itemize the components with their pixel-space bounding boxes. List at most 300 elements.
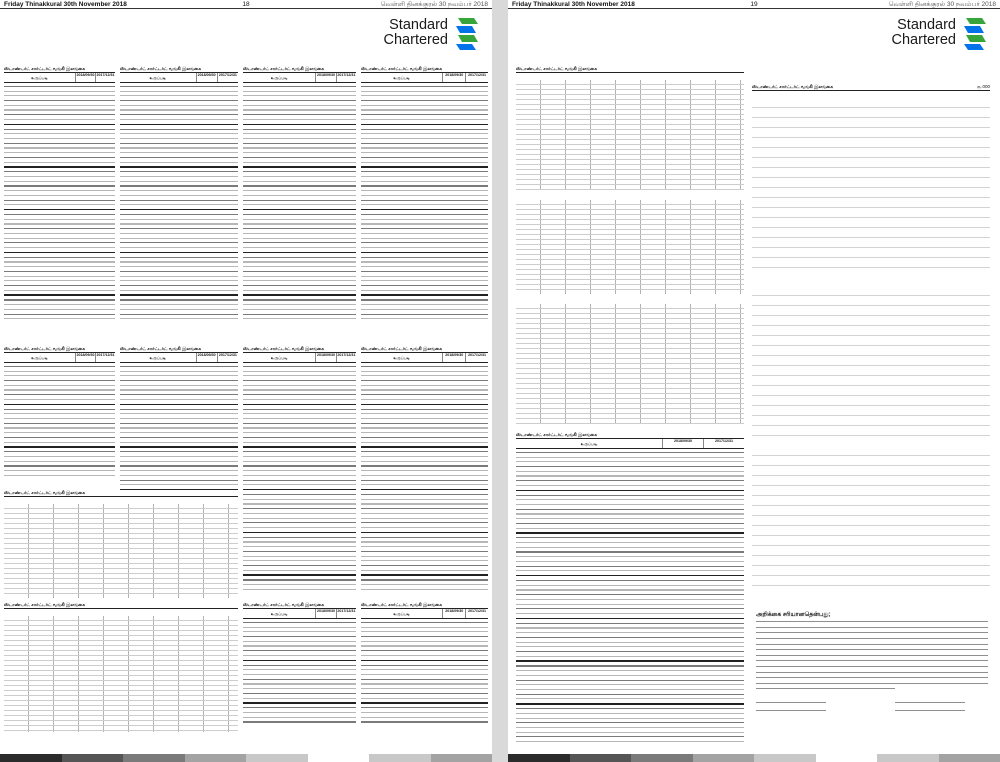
table-row bbox=[4, 209, 115, 211]
table-row bbox=[120, 394, 238, 395]
table-row bbox=[120, 143, 238, 144]
table-row bbox=[243, 294, 356, 296]
color-swatch bbox=[877, 754, 939, 762]
table-row bbox=[243, 147, 356, 148]
table-row bbox=[4, 91, 115, 92]
block-title: ஸ்டாண்டர்ட் சார்ட்டர்ட் வங்கி இலங்கை bbox=[516, 432, 598, 437]
table-row bbox=[243, 190, 356, 191]
table-row bbox=[120, 171, 238, 172]
col-prior: 2017/12/31 bbox=[95, 353, 115, 362]
table-row bbox=[361, 252, 488, 254]
table-row bbox=[4, 399, 115, 400]
table-row bbox=[243, 138, 356, 139]
table-row bbox=[243, 432, 356, 433]
statement-rows bbox=[4, 86, 115, 323]
col-current: 2018/09/30 bbox=[75, 353, 95, 362]
table-row bbox=[120, 129, 238, 130]
table-row bbox=[243, 95, 356, 96]
table-row bbox=[243, 257, 356, 258]
table-row bbox=[243, 418, 356, 419]
table-row bbox=[516, 608, 744, 609]
maturity-grid bbox=[516, 80, 744, 190]
table-row bbox=[361, 717, 488, 718]
table-row bbox=[361, 157, 488, 158]
equity-changes-table bbox=[4, 490, 238, 598]
block-title: ஸ்டாண்டர்ட் சார்ட்டர்ட் வங்கி இலங்கை bbox=[361, 66, 443, 71]
table-row bbox=[243, 271, 356, 272]
col-prior: 2017/12/31 bbox=[336, 609, 356, 618]
table-row bbox=[516, 660, 744, 662]
table-row bbox=[4, 223, 115, 224]
table-row bbox=[361, 294, 488, 296]
table-row bbox=[4, 318, 115, 319]
table-row bbox=[4, 105, 115, 106]
table-row bbox=[243, 105, 356, 106]
table-row bbox=[243, 228, 356, 229]
table-row bbox=[4, 389, 115, 390]
table-row bbox=[243, 261, 356, 262]
table-row bbox=[120, 409, 238, 410]
table-row bbox=[4, 109, 115, 110]
table-row bbox=[361, 309, 488, 310]
table-row bbox=[243, 702, 356, 704]
table-row bbox=[4, 100, 115, 101]
table-row bbox=[120, 371, 238, 372]
table-row bbox=[243, 655, 356, 656]
table-row bbox=[243, 683, 356, 684]
header-date-english: Friday Thinakkural 30th November 2018 bbox=[512, 1, 635, 8]
table-row bbox=[516, 599, 744, 600]
table-row bbox=[243, 636, 356, 637]
table-row bbox=[243, 503, 356, 504]
table-row bbox=[516, 547, 744, 548]
table-row bbox=[361, 86, 488, 87]
table-row bbox=[243, 508, 356, 509]
col-current: 2018/09/30 bbox=[442, 609, 465, 618]
color-swatch bbox=[816, 754, 878, 762]
table-row bbox=[243, 247, 356, 248]
table-row bbox=[120, 223, 238, 224]
table-row bbox=[516, 675, 744, 676]
table-row bbox=[120, 432, 238, 433]
table-row bbox=[120, 100, 238, 101]
table-row bbox=[243, 413, 356, 414]
table-row bbox=[120, 446, 238, 448]
table-row bbox=[4, 427, 115, 428]
col-prior: 2017/12/31 bbox=[336, 353, 356, 362]
table-row bbox=[516, 698, 744, 699]
table-row bbox=[120, 461, 238, 462]
table-row bbox=[243, 698, 356, 699]
table-row bbox=[4, 290, 115, 291]
table-row bbox=[243, 366, 356, 367]
table-row bbox=[361, 446, 488, 448]
table-row bbox=[120, 399, 238, 400]
table-row bbox=[361, 698, 488, 699]
table-row bbox=[243, 399, 356, 400]
table-row bbox=[361, 631, 488, 632]
table-row bbox=[361, 162, 488, 163]
table-row bbox=[516, 627, 744, 628]
col-current: 2018/09/30 bbox=[662, 439, 703, 448]
block-title: ஸ்டாண்டர்ட் சார்ட்டர்ட் வங்கி இலங்கை bbox=[361, 602, 443, 607]
page-number: 18 bbox=[242, 1, 250, 8]
table-row bbox=[4, 375, 115, 376]
color-swatch bbox=[0, 754, 62, 762]
color-swatch bbox=[123, 754, 185, 762]
table-row bbox=[4, 366, 115, 367]
statement-rows bbox=[361, 86, 488, 323]
table-row bbox=[4, 380, 115, 381]
table-row bbox=[361, 622, 488, 623]
table-row bbox=[361, 176, 488, 177]
col-description: உருப்படி bbox=[393, 75, 410, 80]
table-row bbox=[243, 223, 356, 224]
table-row bbox=[361, 238, 488, 239]
statement-block-1 bbox=[4, 66, 115, 324]
table-row bbox=[516, 670, 744, 671]
table-row bbox=[120, 318, 238, 319]
table-row bbox=[361, 541, 488, 542]
table-row bbox=[243, 456, 356, 457]
table-row bbox=[516, 727, 744, 728]
table-row bbox=[361, 261, 488, 262]
table-row bbox=[516, 523, 744, 524]
brand-name-line2: Chartered bbox=[383, 32, 448, 48]
col-current: 2018/09/30 bbox=[315, 73, 335, 82]
color-swatch bbox=[246, 754, 308, 762]
table-row bbox=[361, 228, 488, 229]
table-row bbox=[120, 380, 238, 381]
table-row bbox=[243, 560, 356, 561]
table-row bbox=[516, 708, 744, 709]
col-description: உருப்படி bbox=[149, 75, 166, 80]
col-description: உருப்படி bbox=[393, 355, 410, 360]
table-row bbox=[243, 109, 356, 110]
table-row bbox=[361, 214, 488, 215]
table-row bbox=[4, 451, 115, 452]
table-row bbox=[361, 546, 488, 547]
table-row bbox=[243, 176, 356, 177]
table-row bbox=[4, 166, 115, 168]
table-row bbox=[516, 694, 744, 695]
col-description: உருப்படி bbox=[31, 355, 48, 360]
table-row bbox=[516, 561, 744, 562]
table-row bbox=[243, 513, 356, 514]
col-description: உருப்படி bbox=[580, 441, 598, 446]
table-row bbox=[361, 707, 488, 708]
table-row bbox=[243, 166, 356, 168]
left-newspaper-page bbox=[0, 0, 492, 762]
table-row bbox=[243, 280, 356, 281]
table-row bbox=[361, 494, 488, 495]
statement-block-4 bbox=[361, 66, 488, 324]
table-row bbox=[120, 304, 238, 305]
table-row bbox=[243, 627, 356, 628]
col-description: உருப்படி bbox=[270, 355, 288, 360]
table-row bbox=[4, 176, 115, 177]
certification-notes bbox=[756, 612, 988, 718]
page-gutter bbox=[492, 0, 508, 762]
table-row bbox=[361, 399, 488, 400]
right-newspaper-page bbox=[508, 0, 1000, 762]
table-row bbox=[120, 114, 238, 115]
col-description: உருப்படி bbox=[31, 75, 48, 80]
table-row bbox=[243, 461, 356, 462]
table-row bbox=[361, 636, 488, 637]
table-row bbox=[361, 503, 488, 504]
table-row bbox=[516, 713, 744, 714]
table-row bbox=[120, 147, 238, 148]
statement-rows bbox=[243, 366, 356, 594]
table-row bbox=[361, 223, 488, 224]
table-row bbox=[243, 423, 356, 424]
table-row bbox=[361, 318, 488, 319]
table-row bbox=[243, 129, 356, 130]
table-row bbox=[516, 471, 744, 472]
table-row bbox=[516, 637, 744, 638]
table-row bbox=[243, 674, 356, 675]
table-row bbox=[120, 162, 238, 163]
maturity-table-3 bbox=[516, 300, 744, 424]
table-row bbox=[516, 665, 744, 666]
table-row bbox=[120, 133, 238, 134]
table-row bbox=[516, 480, 744, 481]
table-row bbox=[361, 551, 488, 552]
table-row bbox=[243, 385, 356, 386]
table-row bbox=[361, 247, 488, 248]
table-row bbox=[120, 152, 238, 153]
table-row bbox=[243, 266, 356, 267]
table-row bbox=[361, 470, 488, 471]
table-row bbox=[4, 143, 115, 144]
table-row bbox=[243, 375, 356, 376]
table-row bbox=[243, 389, 356, 390]
table-row bbox=[361, 721, 488, 722]
table-row bbox=[361, 508, 488, 509]
table-row bbox=[120, 470, 238, 471]
table-row bbox=[243, 717, 356, 718]
table-row bbox=[361, 209, 488, 211]
table-row bbox=[120, 214, 238, 215]
table-row bbox=[516, 509, 744, 510]
block-title: ஸ்டாண்டர்ட் சார்ட்டர்ட் வங்கி இலங்கை bbox=[516, 66, 598, 71]
table-row bbox=[4, 257, 115, 258]
table-row bbox=[361, 688, 488, 689]
col-current: 2018/09/30 bbox=[196, 353, 217, 362]
table-row bbox=[516, 594, 744, 595]
table-row bbox=[361, 166, 488, 168]
table-row bbox=[243, 299, 356, 300]
table-row bbox=[361, 655, 488, 656]
table-row bbox=[361, 95, 488, 96]
table-row bbox=[361, 665, 488, 666]
table-row bbox=[516, 466, 744, 467]
table-row bbox=[361, 574, 488, 576]
table-row bbox=[120, 413, 238, 414]
table-row bbox=[120, 166, 238, 168]
table-row bbox=[120, 299, 238, 300]
fair-value-table-2 bbox=[752, 282, 990, 436]
color-swatch bbox=[570, 754, 632, 762]
table-row bbox=[120, 314, 238, 315]
table-row bbox=[361, 527, 488, 528]
table-row bbox=[361, 537, 488, 538]
statement-rows bbox=[361, 366, 488, 594]
page-number: 19 bbox=[750, 1, 758, 8]
table-row bbox=[243, 641, 356, 642]
table-row bbox=[361, 683, 488, 684]
fair-value-grid bbox=[752, 446, 990, 592]
statement-rows bbox=[361, 622, 488, 726]
table-row bbox=[120, 290, 238, 291]
table-row bbox=[4, 385, 115, 386]
standard-chartered-emblem-icon bbox=[452, 16, 482, 52]
table-row bbox=[4, 418, 115, 419]
table-row bbox=[120, 280, 238, 281]
statement-block-12 bbox=[361, 602, 488, 732]
table-row bbox=[4, 294, 115, 296]
col-current: 2018/09/30 bbox=[75, 73, 95, 82]
table-row bbox=[120, 309, 238, 310]
table-row bbox=[4, 432, 115, 433]
table-row bbox=[361, 185, 488, 186]
table-row bbox=[4, 242, 115, 243]
table-row bbox=[4, 233, 115, 234]
color-registration-strip bbox=[508, 754, 1000, 762]
table-row bbox=[120, 124, 238, 126]
table-row bbox=[361, 380, 488, 381]
table-row bbox=[361, 389, 488, 390]
table-row bbox=[361, 456, 488, 457]
table-row bbox=[361, 181, 488, 182]
maturity-grid bbox=[516, 304, 744, 424]
table-row bbox=[361, 475, 488, 476]
table-row bbox=[4, 214, 115, 215]
table-row bbox=[361, 518, 488, 519]
table-row bbox=[361, 133, 488, 134]
table-row bbox=[361, 693, 488, 694]
table-row bbox=[516, 490, 744, 492]
table-row bbox=[120, 95, 238, 96]
table-row bbox=[120, 190, 238, 191]
table-row bbox=[243, 304, 356, 305]
table-row bbox=[120, 157, 238, 158]
table-row bbox=[243, 650, 356, 651]
table-row bbox=[361, 371, 488, 372]
table-row bbox=[361, 200, 488, 201]
table-row bbox=[243, 100, 356, 101]
brand-name-line1: Standard bbox=[897, 17, 956, 33]
table-row bbox=[361, 152, 488, 153]
table-row bbox=[120, 451, 238, 452]
table-row bbox=[243, 541, 356, 542]
table-row bbox=[516, 722, 744, 723]
table-row bbox=[243, 119, 356, 120]
table-row bbox=[516, 457, 744, 458]
table-row bbox=[243, 276, 356, 277]
table-row bbox=[243, 489, 356, 491]
table-row bbox=[243, 252, 356, 254]
table-row bbox=[4, 280, 115, 281]
table-row bbox=[4, 204, 115, 205]
table-row bbox=[361, 204, 488, 205]
table-row bbox=[361, 280, 488, 281]
table-row bbox=[120, 404, 238, 406]
color-registration-strip bbox=[0, 754, 492, 762]
table-row bbox=[516, 495, 744, 496]
table-row bbox=[243, 91, 356, 92]
table-row bbox=[120, 366, 238, 367]
table-row bbox=[4, 285, 115, 286]
table-row bbox=[243, 688, 356, 689]
table-row bbox=[516, 589, 744, 590]
table-row bbox=[243, 427, 356, 428]
table-row bbox=[120, 185, 238, 186]
table-row bbox=[361, 190, 488, 191]
table-row bbox=[243, 679, 356, 680]
table-row bbox=[4, 299, 115, 300]
table-row bbox=[4, 190, 115, 191]
block-title: ஸ்டாண்டர்ட் சார்ட்டர்ட் வங்கி இலங்கை bbox=[243, 346, 325, 351]
table-row bbox=[516, 651, 744, 652]
table-row bbox=[243, 527, 356, 528]
table-row bbox=[120, 285, 238, 286]
table-row bbox=[361, 271, 488, 272]
table-row bbox=[243, 124, 356, 126]
page-header bbox=[508, 0, 1000, 9]
table-row bbox=[243, 480, 356, 481]
table-row bbox=[516, 613, 744, 614]
table-row bbox=[4, 442, 115, 443]
table-row bbox=[516, 580, 744, 581]
table-row bbox=[361, 461, 488, 462]
table-row bbox=[361, 423, 488, 424]
table-row bbox=[4, 276, 115, 277]
table-row bbox=[516, 604, 744, 605]
table-row bbox=[120, 252, 238, 254]
table-row bbox=[516, 741, 744, 742]
col-current: 2018/09/30 bbox=[315, 609, 335, 618]
table-row bbox=[361, 147, 488, 148]
table-row bbox=[243, 214, 356, 215]
table-row bbox=[120, 228, 238, 229]
table-row bbox=[120, 418, 238, 419]
table-row bbox=[361, 143, 488, 144]
table-row bbox=[361, 119, 488, 120]
table-row bbox=[4, 423, 115, 424]
table-row bbox=[243, 209, 356, 211]
brand-name-line2: Chartered bbox=[891, 32, 956, 48]
table-row bbox=[120, 465, 238, 466]
table-row bbox=[4, 309, 115, 310]
statement-rows bbox=[243, 622, 356, 726]
table-row bbox=[361, 712, 488, 713]
table-row bbox=[516, 566, 744, 567]
table-row bbox=[361, 124, 488, 126]
table-row bbox=[243, 584, 356, 585]
table-row bbox=[243, 290, 356, 291]
table-row bbox=[243, 371, 356, 372]
segment-analysis-table bbox=[4, 602, 238, 732]
table-row bbox=[120, 242, 238, 243]
color-swatch bbox=[631, 754, 693, 762]
table-row bbox=[243, 171, 356, 172]
table-row bbox=[4, 157, 115, 158]
table-row bbox=[361, 314, 488, 315]
table-row bbox=[243, 242, 356, 243]
table-row bbox=[4, 119, 115, 120]
